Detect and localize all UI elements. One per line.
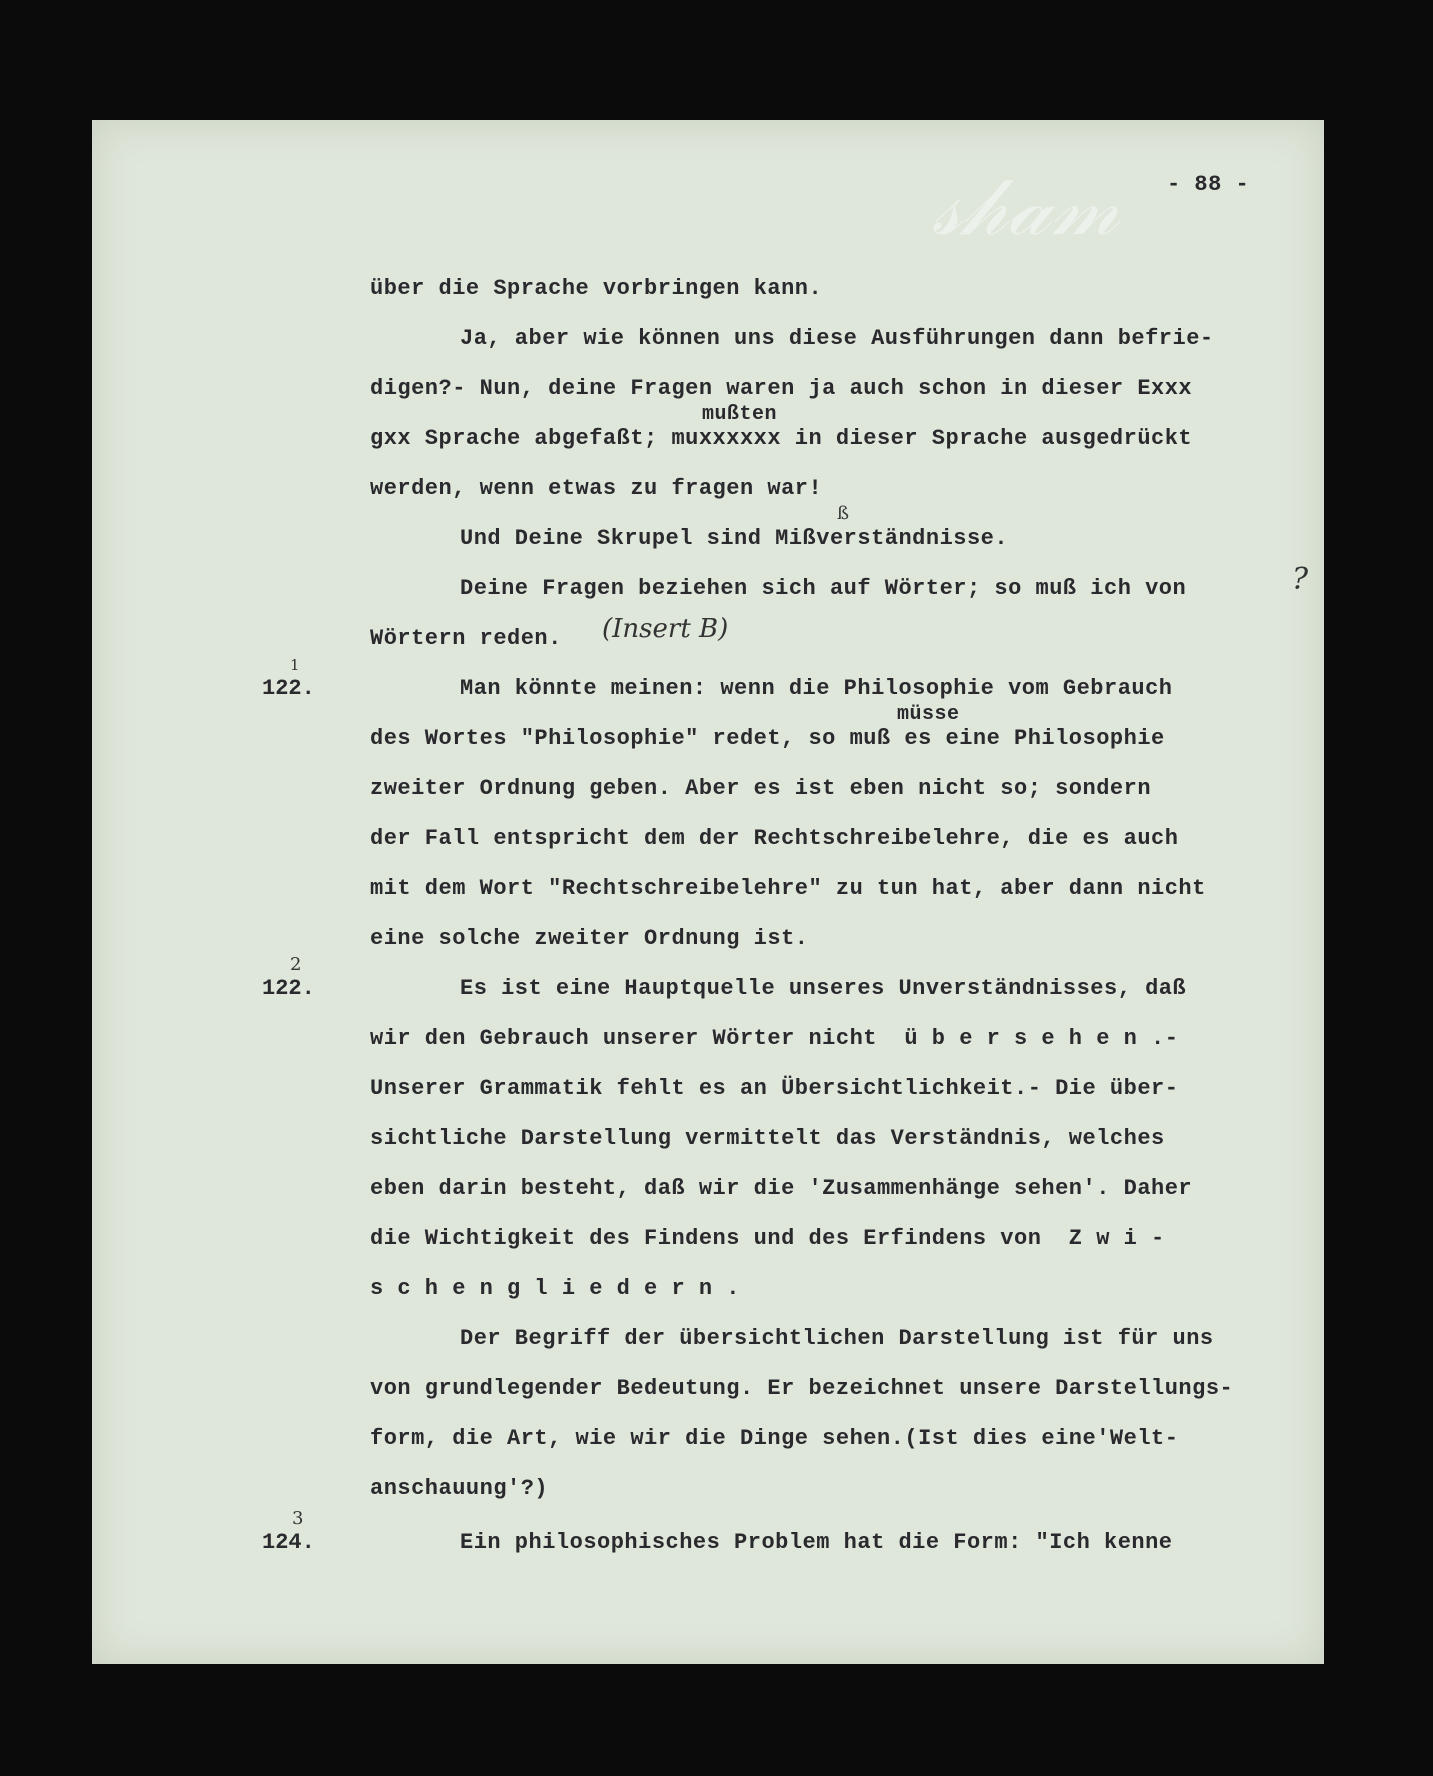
text-line: s c h e n g l i e d e r n . xyxy=(370,1276,740,1301)
text-line: des Wortes "Philosophie" redet, so muß es eine Philosophie xyxy=(370,726,1165,751)
text-line: Der Begriff der übersichtlichen Darstellung ist für uns xyxy=(460,1326,1214,1351)
section-correction: 2 xyxy=(290,954,302,975)
text-line: sichtliche Darstellung vermittelt das Verständnis, welches xyxy=(370,1126,1165,1151)
text-line: form, die Art, wie wir die Dinge sehen.(Ist dies eine'Welt- xyxy=(370,1426,1179,1451)
interlinear-insertion: mußten xyxy=(702,403,778,426)
text-line: Wörtern reden. xyxy=(370,626,562,651)
handwritten-correction: ß xyxy=(837,503,850,524)
text-line: Ja, aber wie können uns diese Ausführungen dann befrie- xyxy=(460,326,1214,351)
text-line: die Wichtigkeit des Findens und des Erfindens von Z w i - xyxy=(370,1226,1165,1251)
section-number: 124. xyxy=(262,1530,315,1555)
text-line: werden, wenn etwas zu fragen war! xyxy=(370,476,823,501)
text-line: der Fall entspricht dem der Rechtschreibelehre, die es auch xyxy=(370,826,1179,851)
section-number: 122. xyxy=(262,676,315,701)
text-line: eben darin besteht, daß wir die 'Zusammenhänge sehen'. Daher xyxy=(370,1176,1193,1201)
text-line: digen?- Nun, deine Fragen waren ja auch schon in dieser Exxx xyxy=(370,376,1193,401)
margin-question-mark: ? xyxy=(1292,562,1309,597)
text-line: Und Deine Skrupel sind Mißverständnisse. xyxy=(460,526,1009,551)
text-line: wir den Gebrauch unserer Wörter nicht ü b e r s e h e n .- xyxy=(370,1026,1179,1051)
text-line: anschauung'?) xyxy=(370,1476,549,1501)
interlinear-insertion: müsse xyxy=(897,703,960,726)
text-line: Ein philosophisches Problem hat die Form: "Ich kenne xyxy=(460,1530,1173,1555)
text-line: gxx Sprache abgefaßt; muxxxxxx in dieser Sprache ausgedrückt xyxy=(370,426,1193,451)
page-number: - 88 - xyxy=(1167,172,1250,197)
text-line: Unserer Grammatik fehlt es an Übersichtlichkeit.- Die über- xyxy=(370,1076,1179,1101)
text-line: eine solche zweiter Ordnung ist. xyxy=(370,926,809,951)
section-correction: 3 xyxy=(292,1508,304,1529)
text-line: Man könnte meinen: wenn die Philosophie vom Gebrauch xyxy=(460,676,1173,701)
text-line: Es ist eine Hauptquelle unseres Unverständnisses, daß xyxy=(460,976,1187,1001)
section-number: 122. xyxy=(262,976,315,1001)
text-line: über die Sprache vorbringen kann. xyxy=(370,276,823,301)
watermark: 𝓈𝒽𝒶𝓂 xyxy=(932,160,1120,253)
text-line: zweiter Ordnung geben. Aber es ist eben nicht so; sondern xyxy=(370,776,1152,801)
handwritten-note: (Insert B) xyxy=(602,614,729,644)
text-line: von grundlegender Bedeutung. Er bezeichnet unsere Darstellungs- xyxy=(370,1376,1234,1401)
text-line: mit dem Wort "Rechtschreibelehre" zu tun hat, aber dann nicht xyxy=(370,876,1206,901)
text-line: Deine Fragen beziehen sich auf Wörter; so muß ich von xyxy=(460,576,1187,601)
typescript-page xyxy=(92,120,1324,1664)
section-correction: 1 xyxy=(290,656,300,674)
